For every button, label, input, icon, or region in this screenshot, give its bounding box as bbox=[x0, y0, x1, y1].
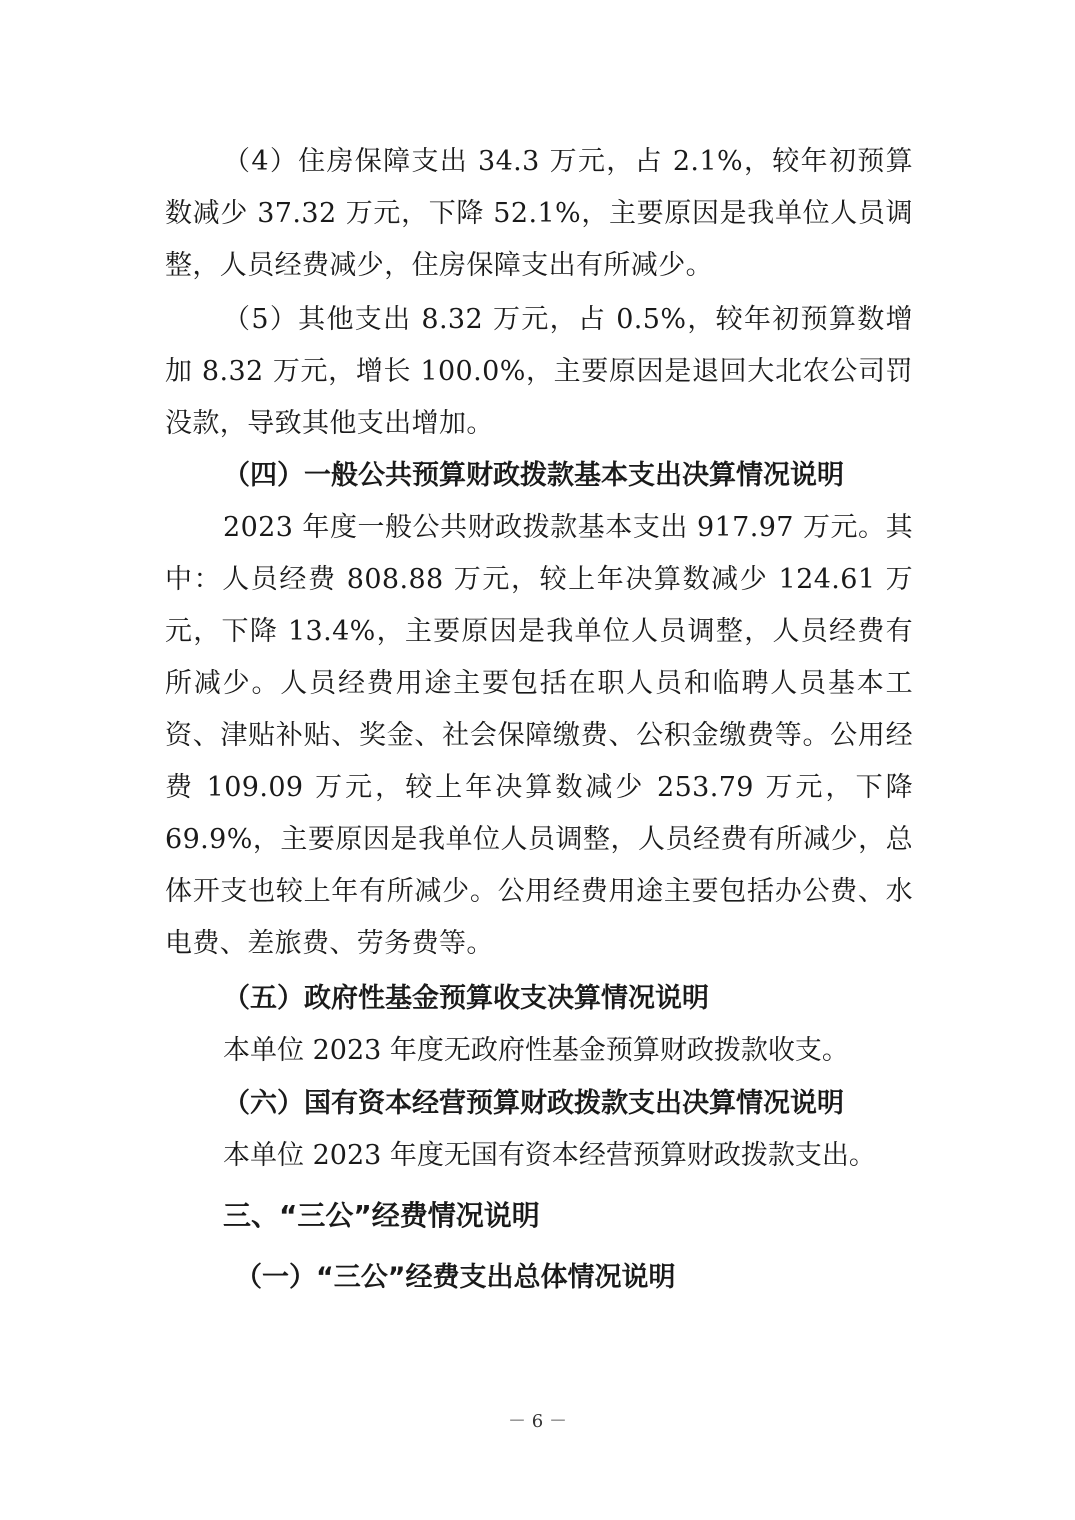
paragraph-housing-expenditure: （4）住房保障支出 34.3 万元，占 2.1%，较年初预算数减少 37.32 万元，下降 52.1%，主要原因是我单位人员调整，人员经费减少，住房保障支出有所减少。 bbox=[165, 146, 913, 281]
paragraph-government-fund: 本单位 2023 年度无政府性基金预算财政拨款收支。 bbox=[223, 1035, 849, 1066]
page-number: － 6 － bbox=[508, 1411, 567, 1432]
paragraph-other-expenditure: （5）其他支出 8.32 万元，占 0.5%，较年初预算数增加 8.32 万元，增长 100.0%，主要原因是退回大北农公司罚没款，导致其他支出增加。 bbox=[165, 304, 913, 439]
paragraph-basic-expenditure: 2023 年度一般公共财政拨款基本支出 917.97 万元。其中：人员经费 808.88 万元，较上年决算数减少 124.61 万元，下降 13.4%，主要原因是我单位人员调整，人员经费有所减少。人员经费用途主要包括在职人员和临聘人员基本工资、津贴补贴、奖金、社会保障缴费、公积金缴费等。公用经费 109.09 万元，较上年决算数减少 253.79 万元，下降 69.9%，主要原因是我单位人员调整，人员经费有所减少，总体开支也较上年有所减少。公用经费用途主要包括办公费、水电费、差旅费、劳务费等。 bbox=[165, 512, 913, 959]
heading-basic-expenditure: （四）一般公共预算财政拨款基本支出决算情况说明 bbox=[223, 460, 844, 491]
heading-three-public-expenses: 三、“三公”经费情况说明 bbox=[223, 1199, 540, 1232]
heading-government-fund: （五）政府性基金预算收支决算情况说明 bbox=[223, 983, 709, 1014]
heading-state-capital: （六）国有资本经营预算财政拨款支出决算情况说明 bbox=[223, 1088, 844, 1119]
paragraph-state-capital: 本单位 2023 年度无国有资本经营预算财政拨款支出。 bbox=[223, 1140, 876, 1171]
heading-three-public-overall: （一）“三公”经费支出总体情况说明 bbox=[235, 1262, 676, 1293]
